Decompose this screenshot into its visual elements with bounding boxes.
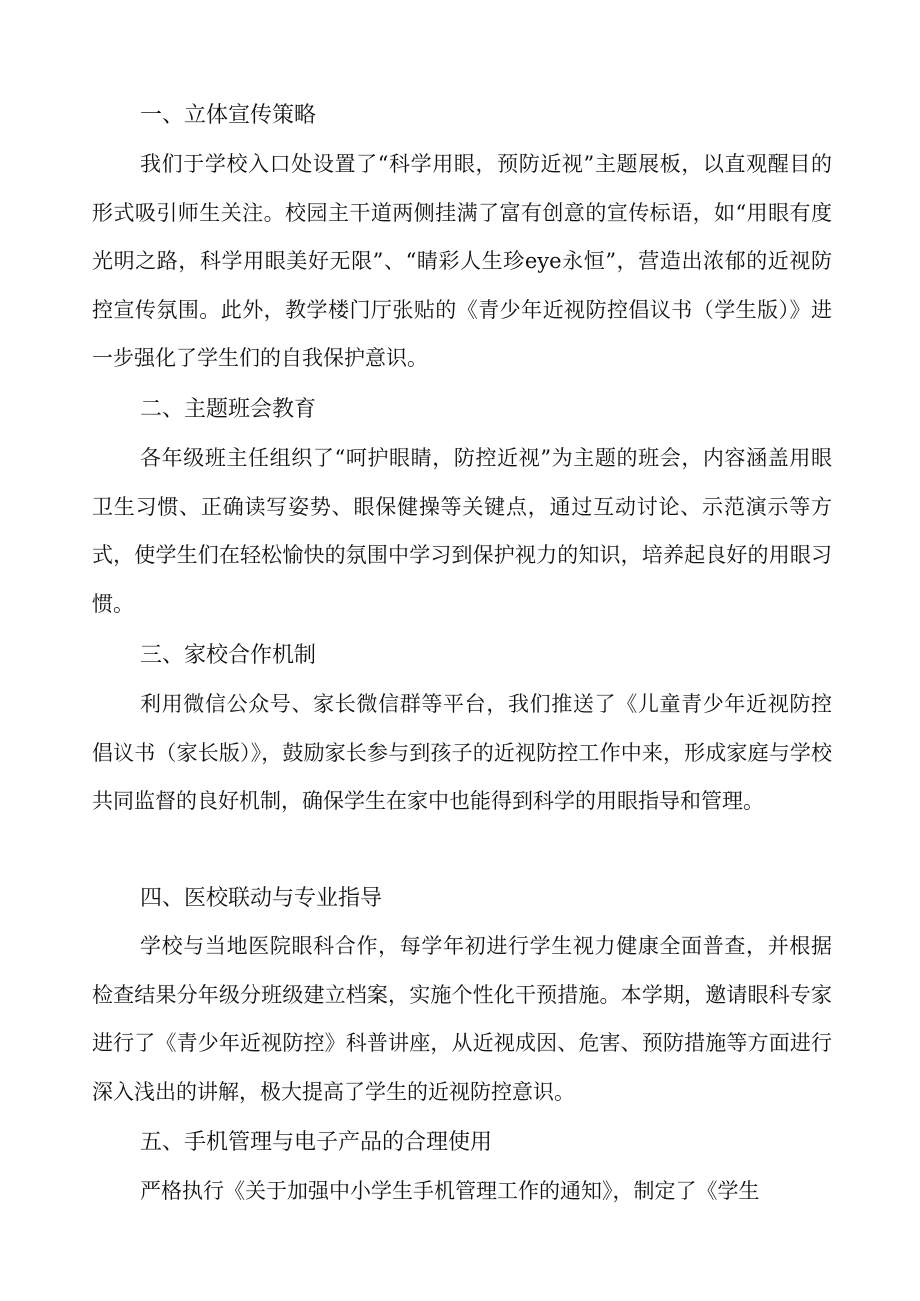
section-heading-3: 三、家校合作机制 <box>140 643 317 668</box>
section-heading-5: 五、手机管理与电子产品的合理使用 <box>140 1130 493 1155</box>
section-heading-2: 二、主题班会教育 <box>140 397 317 422</box>
section-paragraph-5: 严格执行《关于加强中小学生手机管理工作的通知》，制定了《学生 <box>140 1179 760 1203</box>
section-paragraph-3: 利用微信公众号、家长微信群等平台，我们推送了《儿童青少年近视防控倡议书（家长版）》，鼓励家长参与到孩子的近视防控工作中来，形成家庭与学校共同监督的良好机制，确保学生在家中也能得到科学的用眼指导和管理。 <box>92 692 832 813</box>
section-heading-4: 四、医校联动与专业指导 <box>140 886 383 911</box>
section-heading-1: 一、立体宣传策略 <box>140 103 317 128</box>
section-paragraph-1: 我们于学校入口处设置了“科学用眼，预防近视”主题展板，以直观醒目的形式吸引师生关注。校园主干道两侧挂满了富有创意的宣传标语，如“用眼有度光明之路，科学用眼美好无限”、“睛彩人生珍eye永恒”，营造出浓郁的近视防控宣传氛围。此外，教学楼门厅张贴的《青少年近视防控倡议书（学生版）》进一步强化了学生们的自我保护意识。 <box>92 152 832 370</box>
section-paragraph-2: 各年级班主任组织了“呵护眼睛，防控近视”为主题的班会，内容涵盖用眼卫生习惯、正确读写姿势、眼保健操等关键点，通过互动讨论、示范演示等方式，使学生们在轻松愉快的氛围中学习到保护视力的知识，培养起良好的用眼习惯。 <box>92 446 832 616</box>
section-paragraph-4: 学校与当地医院眼科合作，每学年初进行学生视力健康全面普查，并根据检查结果分年级分班级建立档案，实施个性化干预措施。本学期，邀请眼科专家进行了《青少年近视防控》科普讲座，从近视成因、危害、预防措施等方面进行深入浅出的讲解，极大提高了学生的近视防控意识。 <box>92 934 832 1104</box>
